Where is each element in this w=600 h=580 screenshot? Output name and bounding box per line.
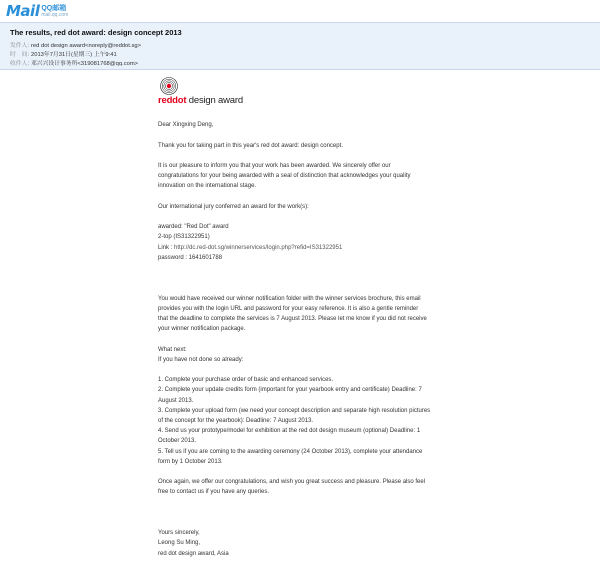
email-body xyxy=(158,76,448,559)
paragraph-reminder: You would have received our winner notification folder with the winner services brochure, this email provides you with the login URL and password for your easy reference. It is also a gentle reminder that the deadline to complete the services is 7 August 2013. Please let me know if you did not receive your winner notification package. xyxy=(158,295,427,333)
logo-text: Mail xyxy=(6,2,40,20)
recipient-row xyxy=(10,58,138,67)
paragraph-closing: Once again, we offer our congratulations, and wish you great success and pleasure. Please also feel free to contact us if you have any queries. xyxy=(158,479,426,496)
logo-cn-text: QQ邮箱 xyxy=(41,5,67,12)
logo-url-text: mail.qq.com xyxy=(41,12,69,18)
step-1: 1. Complete your purchase order of basic and enhanced services. xyxy=(158,377,334,384)
wordmark-rest: design award xyxy=(186,95,243,106)
paragraph-congrats: It is our pleasure to inform you that your work has been awarded. We sincerely offer our congratulations for your being awarded with a seal of distinction that acknowledges your quality innovation on the international stage. xyxy=(158,162,411,190)
step-3: 3. Complete your upload form (we need your concept description and separate high resolution pictures of the concept for the yearbook): Deadline: 7 August 2013. xyxy=(158,407,431,424)
sender-value[interactable]: red dot design award<noreply@reddot.sg> xyxy=(31,43,141,49)
sender-label: 发件人： xyxy=(10,43,34,49)
email-header xyxy=(0,22,600,70)
award-line: awarded: "Red Dot" award xyxy=(158,224,229,231)
red-dot-logo xyxy=(158,76,448,110)
paragraph-jury: Our international jury conferred an award for the work(s): xyxy=(158,203,309,210)
red-dot-wordmark xyxy=(158,96,243,106)
step-4: 4. Send us your prototype/model for exhibition at the red dot design museum (optional) Deadline: 1 October 2013. xyxy=(158,428,421,445)
password-line: password : 1641601788 xyxy=(158,254,223,261)
link-row xyxy=(158,243,448,253)
recipient-value[interactable]: 邓兴兴设计事务所<319081768@qq.com> xyxy=(31,61,139,67)
email-subject: The results, red dot award: design concept 2013 xyxy=(10,28,182,37)
wordmark-red: reddot xyxy=(158,95,187,106)
time-row xyxy=(10,49,117,58)
what-next-heading: What next: xyxy=(158,346,187,353)
work-line: 2-top (IS31322951) xyxy=(158,234,210,241)
paragraph-thanks: Thank you for taking part in this year's red dot award: design concept. xyxy=(158,142,343,149)
step-2: 2. Complete your update credits form (important for your yearbook entry and certificate) Deadline: 7 August 2013. xyxy=(158,387,422,404)
winner-services-link[interactable]: http://dc.red-dot.sg/winnerservices/login.php?refid=IS31322951 xyxy=(174,244,343,251)
red-dot-icon xyxy=(159,76,179,96)
greeting: Dear Xingxing Deng, xyxy=(158,122,214,129)
what-next-sub: If you have not done so already: xyxy=(158,356,244,363)
time-label: 时 间： xyxy=(10,52,34,58)
time-value: 2013年7月31日(星期三) 上午9:41 xyxy=(31,52,117,58)
sign-off: Yours sincerely, xyxy=(158,530,200,537)
qq-mail-logo[interactable] xyxy=(6,3,68,19)
link-label: Link : xyxy=(158,244,175,251)
sender-row xyxy=(10,40,141,49)
recipient-label: 收件人： xyxy=(10,61,34,67)
signer-org: red dot design award, Asia xyxy=(158,550,229,557)
signer-name: Leong Su Ming, xyxy=(158,540,201,547)
step-5: 5. Tell us if you are coming to the awarding ceremony (24 October 2013), complete your attendance form by 1 October 2013. xyxy=(158,448,423,465)
top-bar xyxy=(0,0,600,22)
